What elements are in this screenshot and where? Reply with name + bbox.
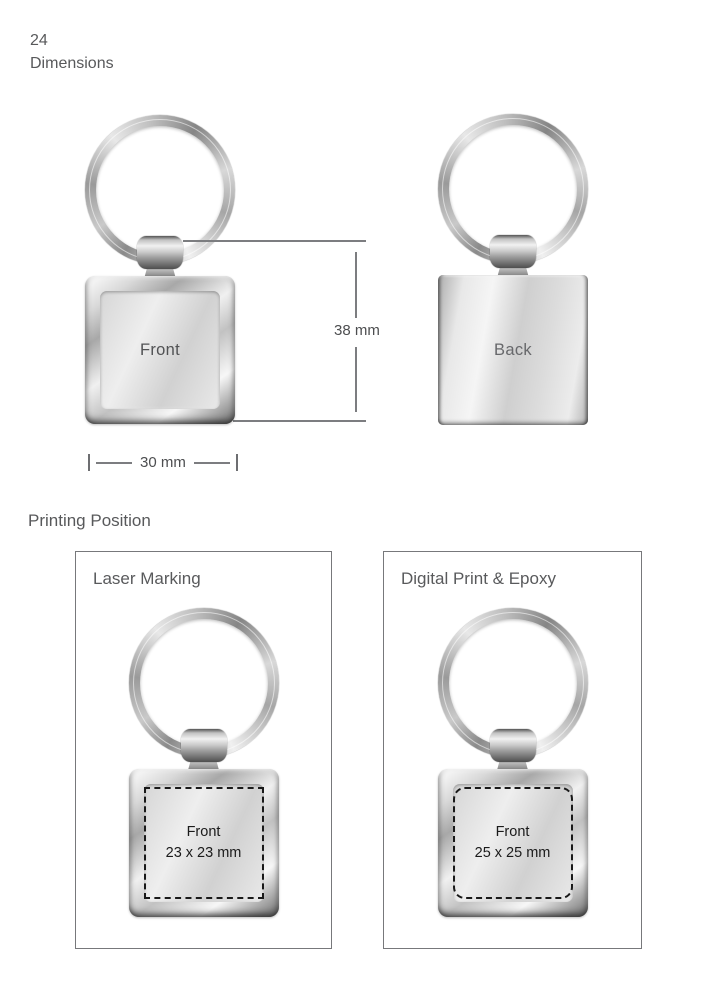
ring-connector-image — [137, 236, 183, 269]
digital-print-box — [383, 551, 642, 949]
dimension-line-bottom — [233, 420, 366, 422]
ring-connector-image — [181, 729, 227, 762]
ring-connector-image — [490, 729, 536, 762]
print-size-label: 23 x 23 mm — [165, 845, 242, 861]
dimension-line-vertical-lower — [355, 347, 357, 412]
print-size-label: 25 x 25 mm — [474, 845, 551, 861]
height-dimension-label: 38 mm — [334, 322, 380, 339]
keychain-digital-figure — [438, 608, 588, 917]
laser-marking-box — [75, 551, 332, 949]
dimension-tick-left — [88, 454, 90, 471]
print-side-label: Front — [495, 823, 530, 840]
laser-print-area — [144, 787, 264, 899]
digital-print-area — [453, 787, 573, 899]
pendant-front-image — [85, 276, 235, 424]
laser-marking-title: Laser Marking — [93, 569, 201, 588]
keychain-laser-figure — [129, 608, 279, 917]
dimension-line-top — [183, 240, 366, 242]
pendant-front-image — [129, 769, 279, 917]
dimension-tick-right — [236, 454, 238, 471]
page-number: 24 — [30, 32, 48, 49]
pendant-front-image — [438, 769, 588, 917]
keychain-front-figure — [85, 115, 235, 424]
digital-print-title: Digital Print & Epoxy — [401, 569, 556, 588]
back-view-label: Back — [494, 340, 532, 359]
width-dimension — [88, 454, 238, 471]
front-view-label: Front — [139, 340, 180, 359]
printing-position-title: Printing Position — [28, 511, 151, 530]
dimension-dash — [96, 462, 132, 464]
page-title: Dimensions — [30, 55, 114, 72]
ring-connector-image — [490, 235, 536, 268]
pendant-plate — [100, 291, 220, 409]
dimension-line-vertical-upper — [355, 252, 357, 318]
keychain-back-figure — [438, 114, 588, 425]
dimension-dash — [194, 462, 230, 464]
width-dimension-label: 30 mm — [140, 454, 186, 471]
pendant-back-image — [438, 275, 588, 425]
print-side-label: Front — [186, 823, 221, 840]
